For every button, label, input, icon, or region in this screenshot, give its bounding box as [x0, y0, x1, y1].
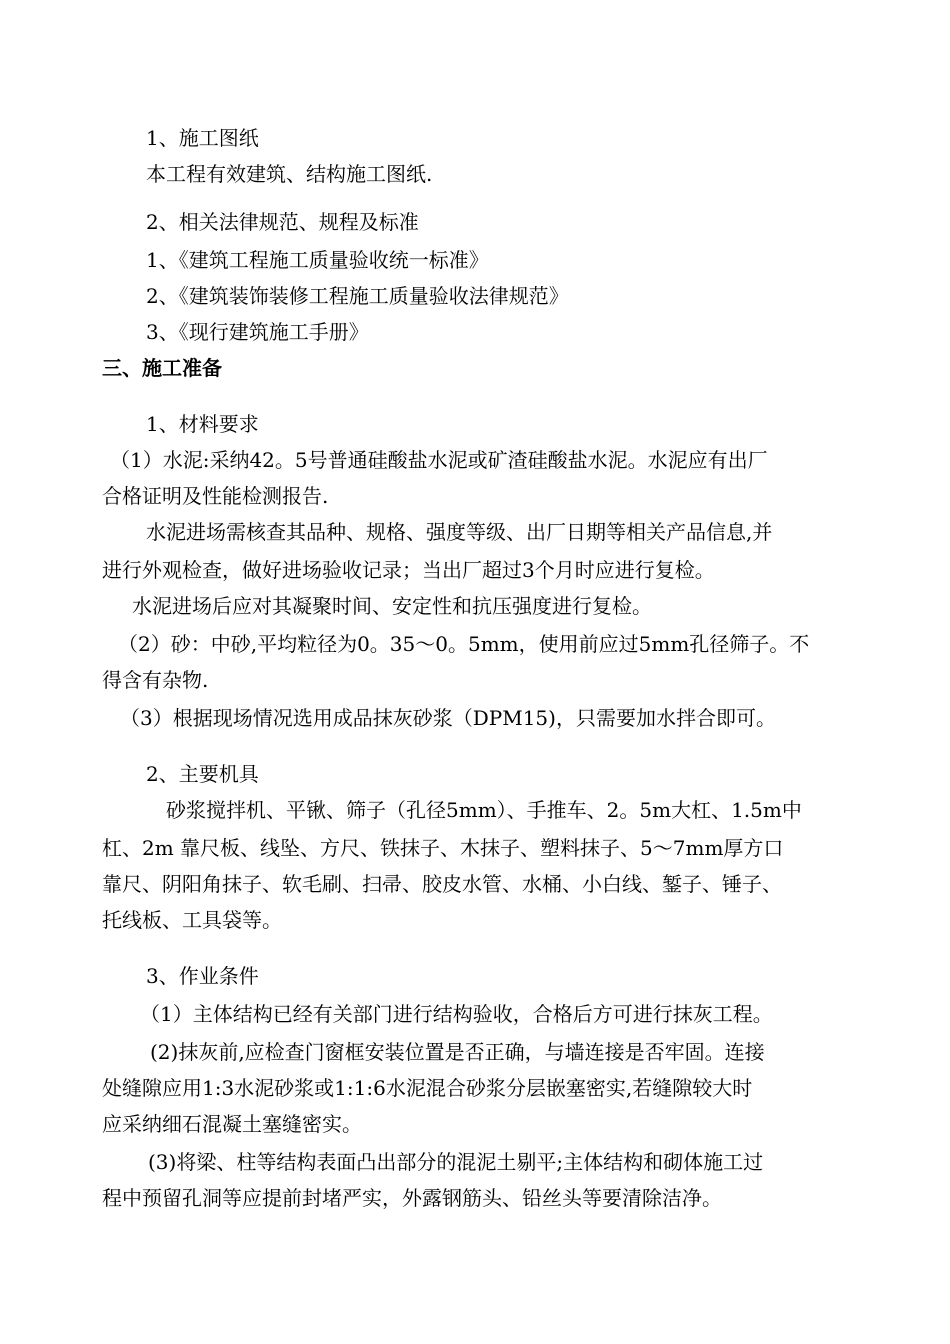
- materials-heading: 1、材料要求: [146, 412, 259, 436]
- law-item: 1、《建筑工程施工质量验收统一标准》: [146, 248, 489, 272]
- paragraph-line: 进行外观检查，做好进场验收记录；当出厂超过3个月时应进行复检。: [102, 558, 715, 582]
- paragraph-line: (3)将梁、柱等结构表面凸出部分的混泥土剔平;主体结构和砌体施工过: [148, 1150, 764, 1174]
- paragraph-line: 托线板、工具袋等。: [102, 908, 282, 932]
- laws-heading: 2、相关法律规范、规程及标准: [146, 210, 419, 234]
- law-item: 2、《建筑装饰装修工程施工质量验收法律规范》: [146, 284, 569, 308]
- section-title: 三、施工准备: [102, 356, 222, 380]
- conditions-heading: 3、作业条件: [146, 964, 259, 988]
- paragraph-line: (2)抹灰前,应检查门窗框安装位置是否正确，与墙连接是否牢固。连接: [150, 1040, 765, 1064]
- paragraph-line: 杠、2m 靠尺板、线坠、方尺、铁抹子、木抹子、塑料抹子、5～7mm厚方口: [102, 836, 784, 860]
- paragraph-line: 得含有杂物.: [102, 668, 209, 692]
- paragraph-line: 程中预留孔洞等应提前封堵严实，外露钢筋头、铅丝头等要清除洁净。: [102, 1186, 722, 1210]
- paragraph-line: 靠尺、阴阳角抹子、软毛刷、扫帚、胶皮水管、水桶、小白线、錾子、锤子、: [102, 872, 782, 896]
- drawings-text: 本工程有效建筑、结构施工图纸.: [146, 162, 433, 186]
- paragraph-line: 水泥进场后应对其凝聚时间、安定性和抗压强度进行复检。: [132, 594, 652, 618]
- paragraph-line: 处缝隙应用1:3水泥砂浆或1:1:6水泥混合砂浆分层嵌塞密实,若缝隙较大时: [102, 1076, 753, 1100]
- paragraph-line: 合格证明及性能检测报告.: [102, 484, 329, 508]
- paragraph-line: 水泥进场需核查其品种、规格、强度等级、出厂日期等相关产品信息,并: [146, 520, 773, 544]
- paragraph-line: （1）主体结构已经有关部门进行结构验收，合格后方可进行抹灰工程。: [140, 1002, 773, 1026]
- law-item: 3、《现行建筑施工手册》: [146, 320, 369, 344]
- paragraph-line: 砂浆搅拌机、平锹、筛子（孔径5mm）、手推车、2。5m大杠、1.5m中: [166, 798, 802, 822]
- paragraph-line: （1）水泥:采纳42。5号普通硅酸盐水泥或矿渣硅酸盐水泥。水泥应有出厂: [110, 448, 768, 472]
- paragraph-line: （2）砂：中砂,平均粒径为0。35～0。5mm，使用前应过5mm孔径筛子。不: [118, 632, 810, 656]
- tools-heading: 2、主要机具: [146, 762, 259, 786]
- paragraph-line: 应采纳细石混凝土塞缝密实。: [102, 1112, 362, 1136]
- drawings-heading: 1、施工图纸: [146, 126, 259, 150]
- paragraph-line: （3）根据现场情况选用成品抹灰砂浆（DPM15)，只需要加水拌合即可。: [120, 706, 776, 730]
